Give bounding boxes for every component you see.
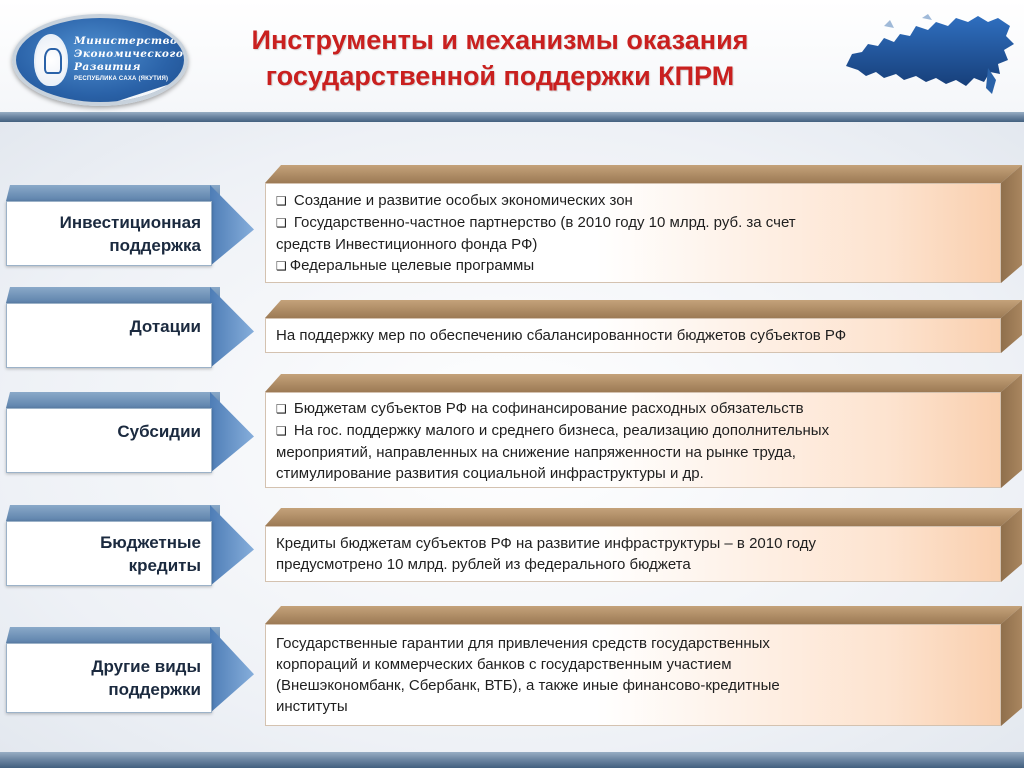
info-line: (Внешэкономбанк, Сбербанк, ВТБ), а также иные финансово-кредитные <box>276 677 780 694</box>
russia-map-icon <box>838 8 1018 108</box>
info-bevel <box>265 300 1022 318</box>
info-line: Кредиты бюджетам субъектов РФ на развитие инфраструктуры – в 2010 году <box>276 535 817 552</box>
checkbox-bullet-icon: ❑ <box>276 194 287 208</box>
tab-other-support <box>6 627 254 713</box>
tab-subsidies <box>6 392 254 473</box>
tab-label: Субсидии <box>117 422 201 441</box>
tab-budget-credits <box>6 505 254 586</box>
tab-arrow-icon <box>210 287 254 368</box>
logo-text <box>74 35 184 74</box>
title-line-1: Инструменты и механизмы оказания <box>251 25 749 55</box>
checkbox-bullet-icon: ❑ <box>276 216 287 230</box>
tab-label: Бюджетные <box>100 533 201 552</box>
tab-label: поддержки <box>108 680 201 699</box>
tab-bevel <box>6 185 220 201</box>
info-side <box>1001 606 1022 726</box>
title-line-2: государственной поддержки КПРМ <box>265 61 735 91</box>
info-subsidies <box>265 374 1022 488</box>
info-text-box <box>265 183 1001 283</box>
info-text-box <box>265 318 1001 353</box>
tab-label-box <box>6 303 212 368</box>
info-line: На поддержку мер по обеспечению сбалансированности бюджетов субъектов РФ <box>276 327 847 344</box>
info-line: институты <box>276 698 348 715</box>
tab-bevel <box>6 627 220 643</box>
tab-bevel <box>6 392 220 408</box>
info-line: ❑ Федеральные целевые программы <box>276 257 535 274</box>
info-text-box <box>265 392 1001 488</box>
emblem-icon <box>34 34 68 86</box>
info-line: ❑ Государственно-частное партнерство (в 2010 году 10 млрд. руб. за счет <box>276 214 796 231</box>
tab-label: кредиты <box>128 556 201 575</box>
info-bevel <box>265 165 1022 183</box>
info-line: ❑ Бюджетам субъектов РФ на софинансирование расходных обязательств <box>276 400 804 417</box>
tab-investment <box>6 185 254 266</box>
ministry-logo <box>12 14 188 106</box>
page-title <box>200 22 800 94</box>
info-line: средств Инвестиционного фонда РФ) <box>276 236 538 253</box>
info-line: предусмотрено 10 млрд. рублей из федерального бюджета <box>276 556 691 573</box>
info-text-box <box>265 624 1001 726</box>
tab-label: Дотации <box>129 317 201 336</box>
checkbox-bullet-icon: ❑ <box>276 259 287 273</box>
tab-arrow-icon <box>210 627 254 713</box>
tab-arrow-icon <box>210 185 254 266</box>
logo-line: Развития <box>74 61 142 73</box>
tab-label: поддержка <box>109 236 201 255</box>
logo-subtitle: РЕСПУБЛИКА САХА (ЯКУТИЯ) <box>74 76 169 82</box>
tab-bevel <box>6 287 220 303</box>
info-side <box>1001 165 1022 283</box>
logo-line: Экономического <box>74 48 184 60</box>
checkbox-bullet-icon: ❑ <box>276 402 287 416</box>
footer-band <box>0 752 1024 768</box>
logo-line: Министерство <box>74 35 178 47</box>
info-bevel <box>265 606 1022 624</box>
tab-label-box <box>6 201 212 266</box>
info-line: ❑ На гос. поддержку малого и среднего бизнеса, реализацию дополнительных <box>276 422 830 439</box>
tab-arrow-icon <box>210 392 254 473</box>
info-budget-credits <box>265 508 1022 582</box>
info-other-support <box>265 606 1022 726</box>
tab-label-box <box>6 521 212 586</box>
info-line: корпораций и коммерческих банков с государственным участием <box>276 656 732 673</box>
tab-subsidies-grants <box>6 287 254 368</box>
info-line: ❑ Создание и развитие особых экономических зон <box>276 192 633 209</box>
tab-label: Инвестиционная <box>59 213 201 232</box>
info-line: мероприятий, направленных на снижение напряженности на рынке труда, <box>276 444 796 461</box>
info-grants <box>265 300 1022 353</box>
info-text-box <box>265 526 1001 582</box>
tab-arrow-icon <box>210 505 254 586</box>
info-bevel <box>265 508 1022 526</box>
checkbox-bullet-icon: ❑ <box>276 424 287 438</box>
tab-label-box <box>6 643 212 713</box>
tab-label: Другие виды <box>91 657 201 676</box>
info-line: стимулирование развития социальной инфраструктуры и др. <box>276 465 704 482</box>
info-line: Государственные гарантии для привлечения средств государственных <box>276 635 770 652</box>
info-investment <box>265 165 1022 283</box>
tab-bevel <box>6 505 220 521</box>
info-side <box>1001 374 1022 488</box>
header-divider <box>0 112 1024 122</box>
header <box>0 0 1024 118</box>
info-bevel <box>265 374 1022 392</box>
tab-label-box <box>6 408 212 473</box>
